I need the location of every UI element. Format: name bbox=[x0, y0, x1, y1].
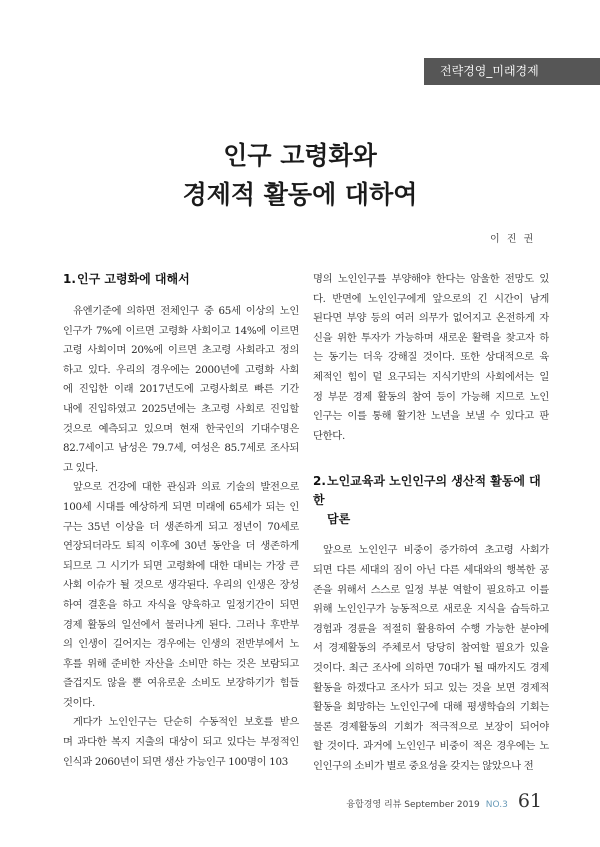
body-line: 즐겁지도 않을 뿐 여유로운 소비도 보장하기가 힘들 bbox=[63, 677, 299, 690]
body-line: 되므로 그 시기가 되면 고령화에 대한 대비는 가장 큰 bbox=[63, 559, 299, 572]
body-line: 경제 활동의 일선에서 물러나게 된다. 그러나 후반부 bbox=[63, 618, 299, 631]
article-title-line-1: 인구 고령화와 bbox=[223, 141, 377, 170]
right-body-text bbox=[313, 541, 549, 776]
body-line: 유엔기준에 의하면 전체인구 중 65세 이상의 노인 bbox=[73, 305, 299, 317]
section-1-title: 인구 고령화에 대해서 bbox=[77, 272, 190, 286]
section-1-heading bbox=[63, 270, 299, 289]
body-line: 서 경제활동의 주체로서 당당히 참여할 필요가 있을 bbox=[313, 642, 549, 655]
body-line: 존을 위해서 스스로 일정 부분 역할이 필요하고 이를 bbox=[313, 583, 549, 596]
body-line: 인인구의 소비가 별로 중요성을 갖지는 않았으나 전 bbox=[313, 759, 534, 772]
body-line: 다. 반면에 노인인구에게 앞으로의 긴 시간이 남게 bbox=[313, 292, 549, 305]
body-line: 인구는 이를 통해 활기찬 노년을 보낼 수 있다고 판 bbox=[313, 410, 549, 423]
body-line: 하여 결혼을 하고 자식을 양육하고 일정기간이 되면 bbox=[63, 598, 299, 611]
body-line: 연장되더라도 퇴직 이후에 30년 동안을 더 생존하게 bbox=[63, 540, 299, 553]
section-2-title-line-2: 담론 bbox=[327, 512, 351, 527]
page-footer bbox=[346, 790, 542, 812]
left-body-text bbox=[63, 302, 299, 772]
body-line: 82.7세이고 남성은 79.7세, 여성은 85.7세로 조사되 bbox=[63, 442, 299, 455]
body-line: 할 것이다. 과거에 노인인구 비중이 적은 경우에는 노 bbox=[313, 740, 549, 753]
body-line: 명의 노인인구를 부양해야 한다는 암울한 전망도 있 bbox=[313, 273, 549, 285]
body-line: 활동을 희망하는 노인인구에 대해 평생학습의 기회는 bbox=[313, 701, 549, 714]
body-line: 경험과 경륜을 적절히 활용하여 수행 가능한 분야에 bbox=[313, 622, 549, 635]
body-line: 활동을 하겠다고 조사가 되고 있는 것을 보면 경제적 bbox=[313, 681, 549, 694]
body-line: 위해 노인인구가 능동적으로 새로운 지식을 습득하고 bbox=[313, 603, 549, 616]
body-line: 사회 이슈가 될 것으로 생각된다. 우리의 인생은 장성 bbox=[63, 579, 299, 592]
body-line: 인식과 2060년이 되면 생산 가능인구 100명이 103 bbox=[63, 755, 289, 768]
body-line: 하고 있다. 우리의 경우에는 2000년에 고령화 사회 bbox=[63, 363, 299, 376]
body-line: 된다면 부양 등의 여러 의무가 없어지고 온전하게 자 bbox=[313, 312, 549, 325]
body-line: 게다가 노인인구는 단순히 수동적인 보호를 받으 bbox=[73, 716, 299, 729]
right-intro-text bbox=[313, 270, 549, 446]
body-line: 100세 시대를 예상하게 되면 미래에 65세가 되는 인 bbox=[63, 500, 299, 513]
body-line: 에 진입한 이래 2017년도에 고령사회로 빠른 기간 bbox=[63, 383, 299, 396]
body-line: 의 인생이 길어지는 경우에는 인생의 전반부에서 노 bbox=[63, 638, 299, 651]
issue-number: NO.3 bbox=[485, 800, 508, 810]
body-line: 인구가 7%에 이르면 고령화 사회이고 14%에 이르면 bbox=[63, 324, 299, 337]
left-column bbox=[63, 270, 299, 772]
body-line: 되면 다른 세대의 짐이 아닌 다른 세대와의 행복한 공 bbox=[313, 563, 549, 576]
body-line: 고 있다. bbox=[63, 461, 98, 474]
right-column bbox=[313, 270, 549, 776]
section-2-title-line-1: 노인교육과 노인인구의 생산적 활동에 대한 bbox=[313, 474, 541, 508]
body-line: 것이다. 최근 조사에 의하면 70대가 될 때까지도 경제 bbox=[313, 661, 549, 674]
body-line: 내에 진입하였고 2025년에는 초고령 사회로 진입할 bbox=[63, 402, 299, 415]
section-label: 전략경영_미래경제 bbox=[424, 58, 600, 85]
body-line: 것으로 예측되고 있으며 현재 한국인의 기대수명은 bbox=[63, 422, 299, 435]
body-line: 것이다. bbox=[63, 696, 95, 709]
body-line: 체적인 힘이 덜 요구되는 지식기반의 사회에서는 일 bbox=[313, 370, 549, 383]
body-line: 는 동기는 더욱 강해질 것이다. 또한 상대적으로 육 bbox=[313, 351, 549, 364]
body-line: 단한다. bbox=[313, 429, 345, 442]
body-line: 며 과다한 복지 지출의 대상이 되고 있다는 부정적인 bbox=[63, 736, 299, 749]
section-1-number: 1. bbox=[63, 272, 76, 286]
section-2-heading bbox=[313, 472, 549, 529]
page-number: 61 bbox=[517, 790, 542, 812]
body-line: 구는 35년 이상을 더 생존하게 되고 정년이 70세로 bbox=[63, 520, 299, 533]
body-line: 고령 사회이며 20%에 이르면 초고령 사회라고 정의 bbox=[63, 344, 299, 357]
body-line: 물론 경제활동의 기회가 적극적으로 보장이 되어야 bbox=[313, 720, 549, 733]
body-line: 신을 위한 투자가 가능하며 새로운 활력을 찾고자 하 bbox=[313, 331, 549, 344]
author-name: 이 진 권 bbox=[490, 234, 536, 245]
body-line: 후를 위해 준비한 자산을 소비만 하는 것은 보람되고 bbox=[63, 657, 299, 670]
body-line: 앞으로 노인인구 비중이 증가하여 초고령 사회가 bbox=[323, 544, 549, 557]
body-line: 정 부문 경제 활동의 참여 등이 가능해 지므로 노인 bbox=[313, 390, 549, 403]
article-title-line-2: 경제적 활동에 대하여 bbox=[182, 180, 418, 209]
body-line: 앞으로 건강에 대한 관심과 의료 기술의 발전으로 bbox=[73, 481, 299, 494]
journal-name: 융합경영 리뷰 September 2019 bbox=[346, 800, 480, 810]
section-2-number: 2. bbox=[313, 474, 326, 489]
